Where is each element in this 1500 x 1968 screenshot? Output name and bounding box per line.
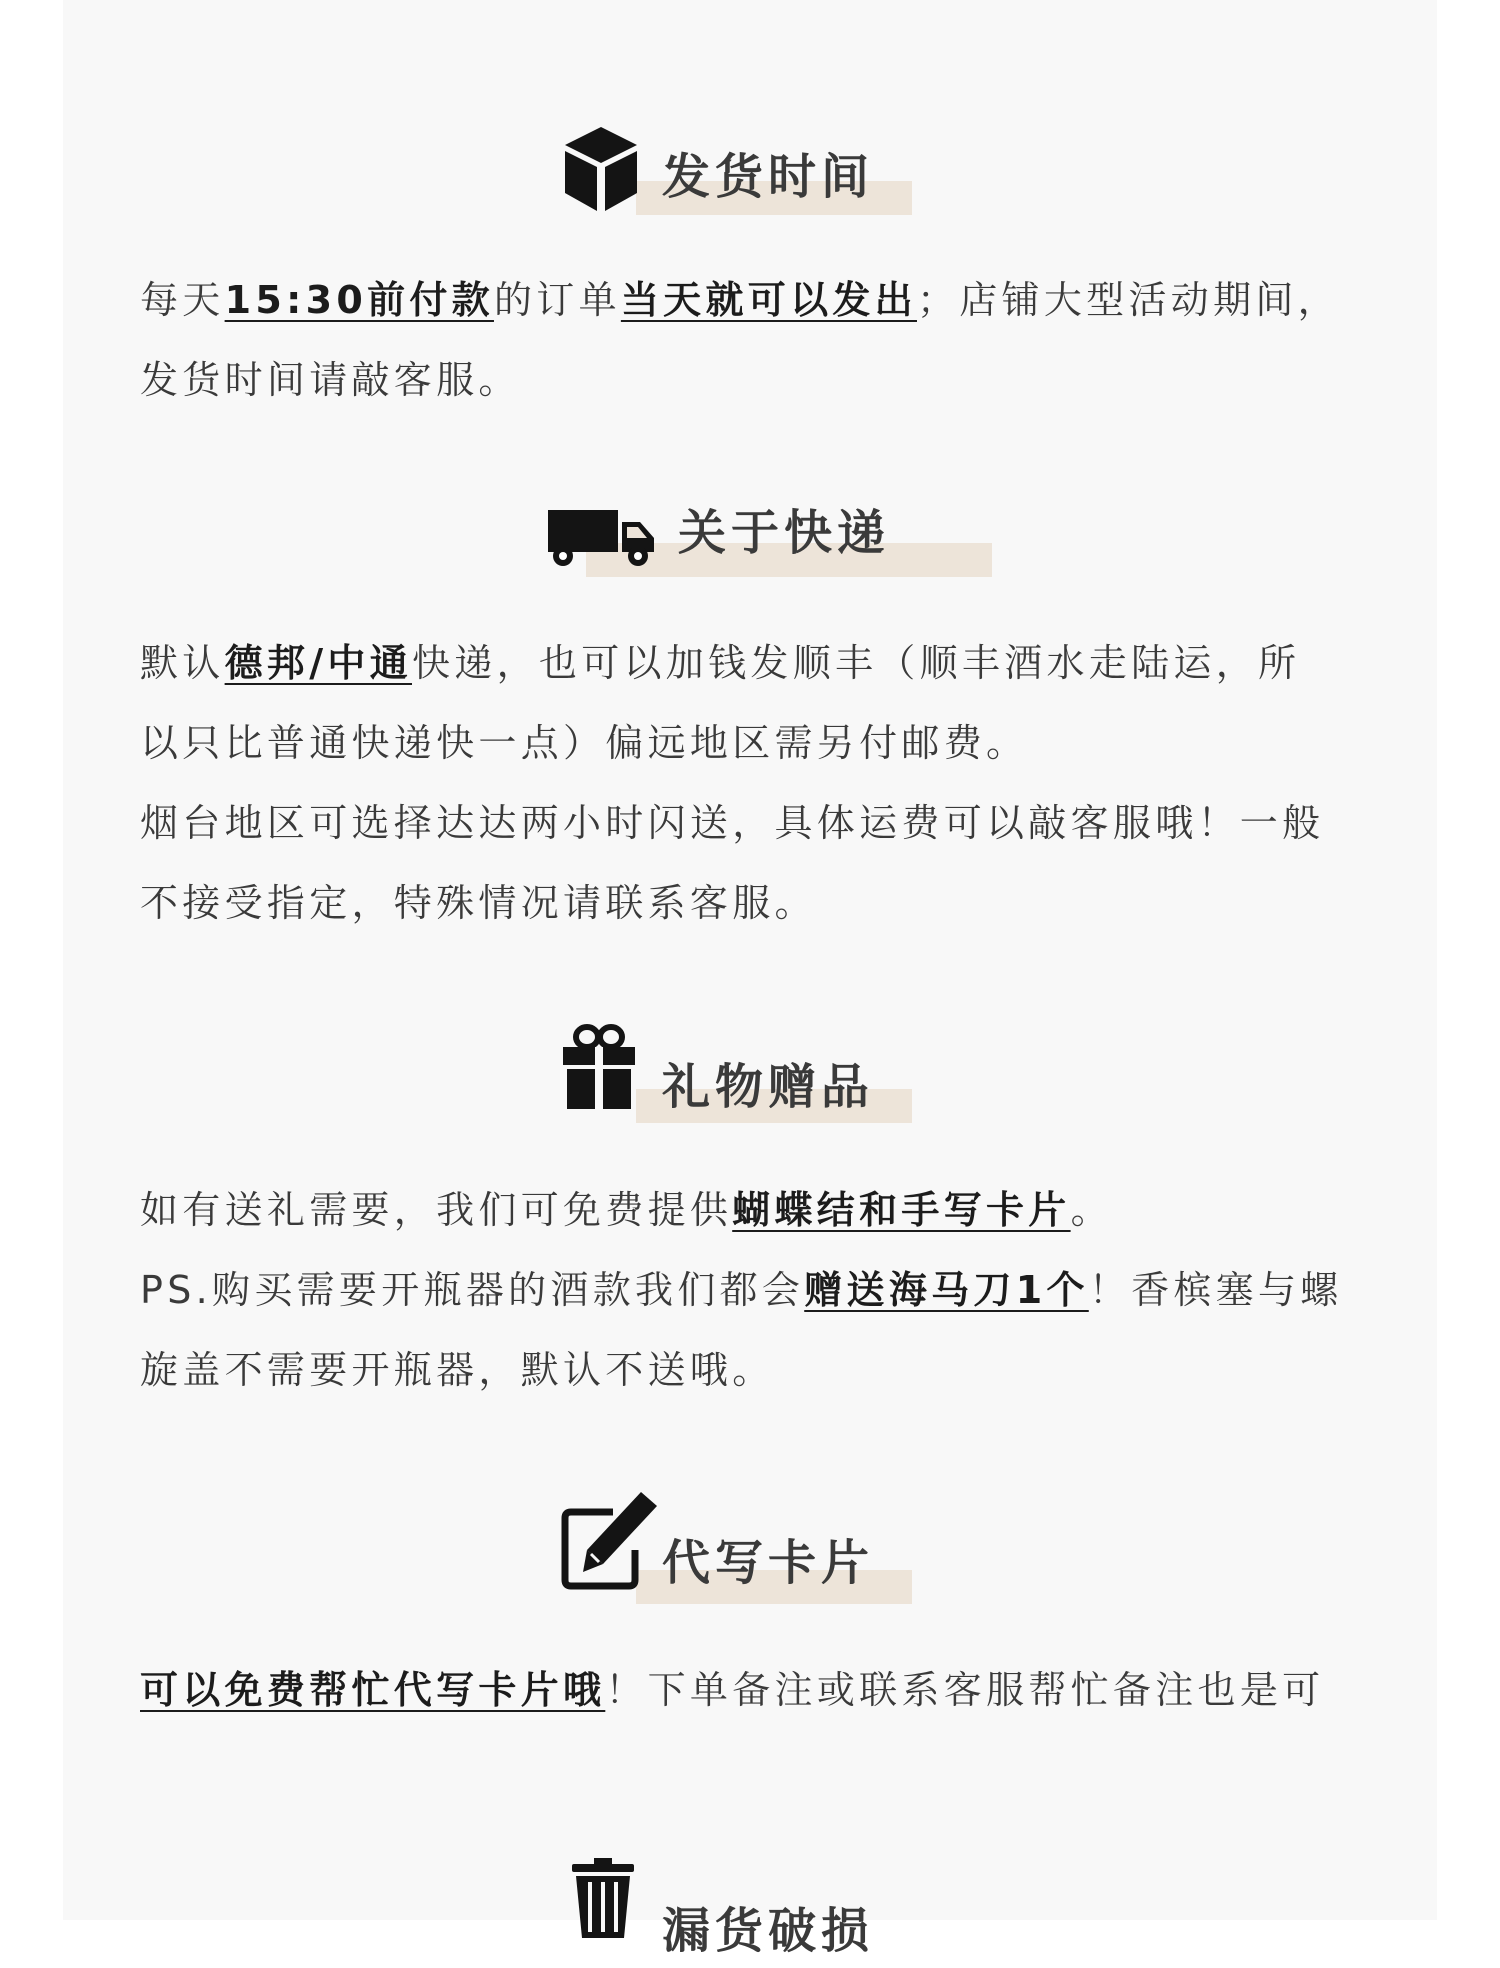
section-heading-card-writing (561, 1488, 1021, 1598)
section-heading-gifts (561, 1020, 1021, 1130)
emphasis-text: 德邦/中通 (224, 641, 412, 685)
section-heading-missing-damaged (568, 1858, 1028, 1968)
text-segment: 烟台地区可选择达达两小时闪送，具体运费可以敲客服哦！一般 (140, 801, 1325, 845)
text-line (140, 260, 1420, 340)
cube-box-icon (563, 125, 639, 213)
content-card (63, 0, 1437, 1959)
text-segment: 快递，也可以加钱发顺丰（顺丰酒水走陆运，所 (412, 641, 1301, 685)
text-segment: 发货时间请敲客服。 (140, 358, 521, 402)
section-title: 代写卡片 (662, 1535, 875, 1591)
text-segment: 如有送礼需要，我们可免费提供 (140, 1188, 733, 1232)
text-segment: ！香槟塞与螺 (1088, 1268, 1343, 1312)
text-line (140, 863, 1420, 943)
section-title: 漏货破损 (662, 1903, 875, 1959)
emphasis-text: 当天就可以发出 (620, 278, 917, 322)
text-segment: 每天 (140, 278, 225, 322)
text-segment: 。 (1070, 1188, 1113, 1232)
text-segment: 默认 (140, 641, 225, 685)
emphasis-text: 蝴蝶结和手写卡片 (732, 1188, 1071, 1232)
text-line (140, 1330, 1420, 1410)
section-body-courier (140, 623, 1420, 943)
edit-pen-icon (561, 1488, 661, 1592)
gift-box-icon (561, 1023, 637, 1111)
section-body-gifts (140, 1170, 1420, 1410)
section-body-shipping-time (140, 260, 1420, 420)
text-segment: ；店铺大型活动期间， (916, 278, 1340, 322)
text-line (140, 1170, 1420, 1250)
text-line (140, 623, 1420, 703)
text-line (140, 1650, 1420, 1730)
section-heading-courier (548, 500, 1028, 610)
text-line (140, 703, 1420, 783)
section-title: 发货时间 (662, 149, 875, 205)
section-title: 礼物赠品 (662, 1059, 875, 1115)
text-line (140, 1250, 1420, 1330)
emphasis-text: 可以免费帮忙代写卡片哦 (140, 1668, 606, 1712)
text-segment: ！下单备注或联系客服帮忙备注也是可 (605, 1668, 1325, 1712)
text-line (140, 340, 1420, 420)
trash-bin-icon (568, 1858, 638, 1938)
emphasis-text: 赠送海马刀1个 (804, 1268, 1089, 1312)
section-title: 关于快递 (678, 505, 891, 561)
emphasis-text: 15:30前付款 (224, 278, 494, 322)
text-segment: 以只比普通快递快一点）偏远地区需另付邮费。 (140, 721, 1029, 765)
section-heading-shipping-time (563, 120, 1023, 230)
text-segment: PS.购买需要开瓶器的酒款我们都会 (140, 1268, 805, 1312)
text-segment: 旋盖不需要开瓶器，默认不送哦。 (140, 1348, 775, 1392)
delivery-truck-icon (548, 508, 656, 568)
text-segment: 的订单 (493, 278, 621, 322)
section-body-card-writing (140, 1650, 1420, 1730)
text-segment: 不接受指定，特殊情况请联系客服。 (140, 881, 817, 925)
text-line (140, 783, 1420, 863)
